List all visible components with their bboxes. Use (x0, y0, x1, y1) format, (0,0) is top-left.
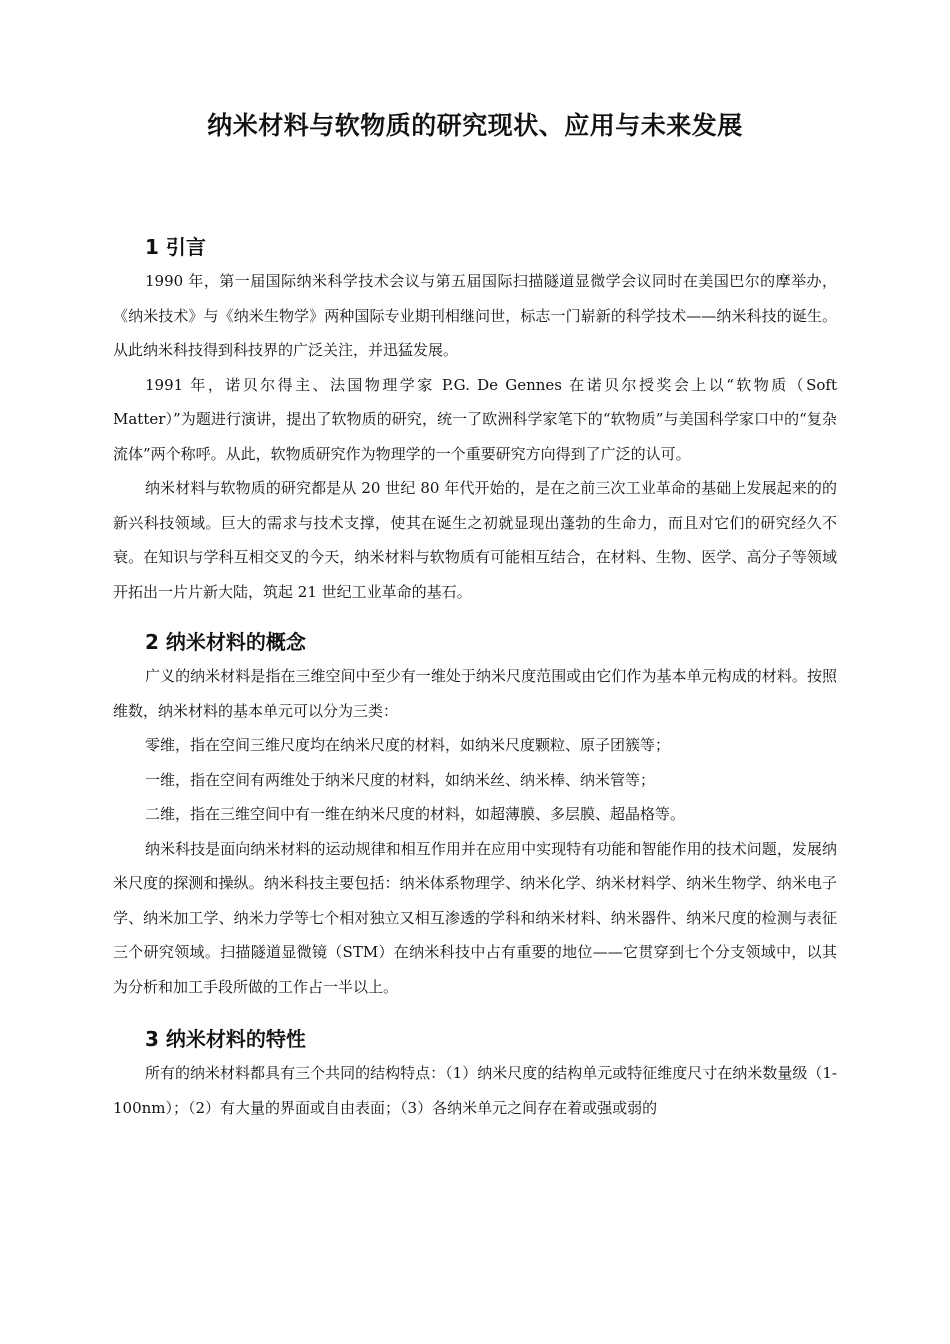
paragraph: 广义的纳米材料是指在三维空间中至少有一维处于纳米尺度范围或由它们作为基本单元构成的材料。按照维数，纳米材料的基本单元可以分为三类： (113, 667, 837, 720)
section-nanomaterial-concept (113, 627, 837, 1004)
paragraph: 所有的纳米材料都具有三个共同的结构特点：（1）纳米尺度的结构单元或特征维度尺寸在纳米数量级（1-100nm）；（2）有大量的界面或自由表面；（3）各纳米单元之间存在着或强或弱的 (113, 1064, 837, 1117)
document-title: 纳米材料与软物质的研究现状、应用与未来发展 (207, 111, 743, 140)
section-nanomaterial-properties (113, 1024, 837, 1125)
paragraph: 1991 年，诺贝尔得主、法国物理学家 P.G. De Gennes 在诺贝尔授奖会上以“软物质（Soft Matter）”为题进行演讲，提出了软物质的研究，统一了欧洲科学家笔下的“软物质”与美国科学家口中的“复杂流体”两个称呼。从此，软物质研究作为物理学的一个重要研究方向得到了广泛的认可。 (113, 375, 837, 463)
paragraph: 零维，指在空间三维尺度均在纳米尺度的材料，如纳米尺度颗粒、原子团簇等； (145, 736, 671, 754)
paragraph: 二维，指在三维空间中有一维在纳米尺度的材料，如超薄膜、多层膜、超晶格等。 (145, 805, 686, 823)
section-heading: 1 引言 (145, 235, 206, 259)
section-heading: 2 纳米材料的概念 (145, 630, 306, 654)
paragraph: 1990 年，第一届国际纳米科学技术会议与第五届国际扫描隧道显微学会议同时在美国巴尔的摩举办，《纳米技术》与《纳米生物学》两种国际专业期刊相继问世，标志一门崭新的科学技术——纳米科技的诞生。从此纳米科技得到科技界的广泛关注，并迅猛发展。 (113, 272, 837, 359)
section-introduction (113, 232, 837, 609)
paragraph: 纳米科技是面向纳米材料的运动规律和相互作用并在应用中实现特有功能和智能作用的技术问题，发展纳米尺度的探测和操纵。纳米科技主要包括：纳米体系物理学、纳米化学、纳米材料学、纳米生物学、纳米电子学、纳米加工学、纳米力学等七个相对独立又相互渗透的学科和纳米材料、纳米器件、纳米尺度的检测与表征三个研究领域。扫描隧道显微镜（STM）在纳米科技中占有重要的地位——它贯穿到七个分支领域中，以其为分析和加工手段所做的工作占一半以上。 (113, 839, 837, 996)
paragraph: 一维，指在空间有两维处于纳米尺度的材料，如纳米丝、纳米棒、纳米管等； (145, 770, 656, 789)
section-heading: 3 纳米材料的特性 (145, 1027, 306, 1051)
paragraph: 纳米材料与软物质的研究都是从 20 世纪 80 年代开始的，是在之前三次工业革命的基础上发展起来的的新兴科技领域。巨大的需求与技术支撑，使其在诞生之初就显现出蓬勃的生命力，而且对它们的研究经久不衰。在知识与学科互相交叉的今天，纳米材料与软物质有可能相互结合，在材料、生物、医学、高分子等领域开拓出一片片新大陆，筑起 21 世纪工业革命的基石。 (113, 479, 837, 601)
